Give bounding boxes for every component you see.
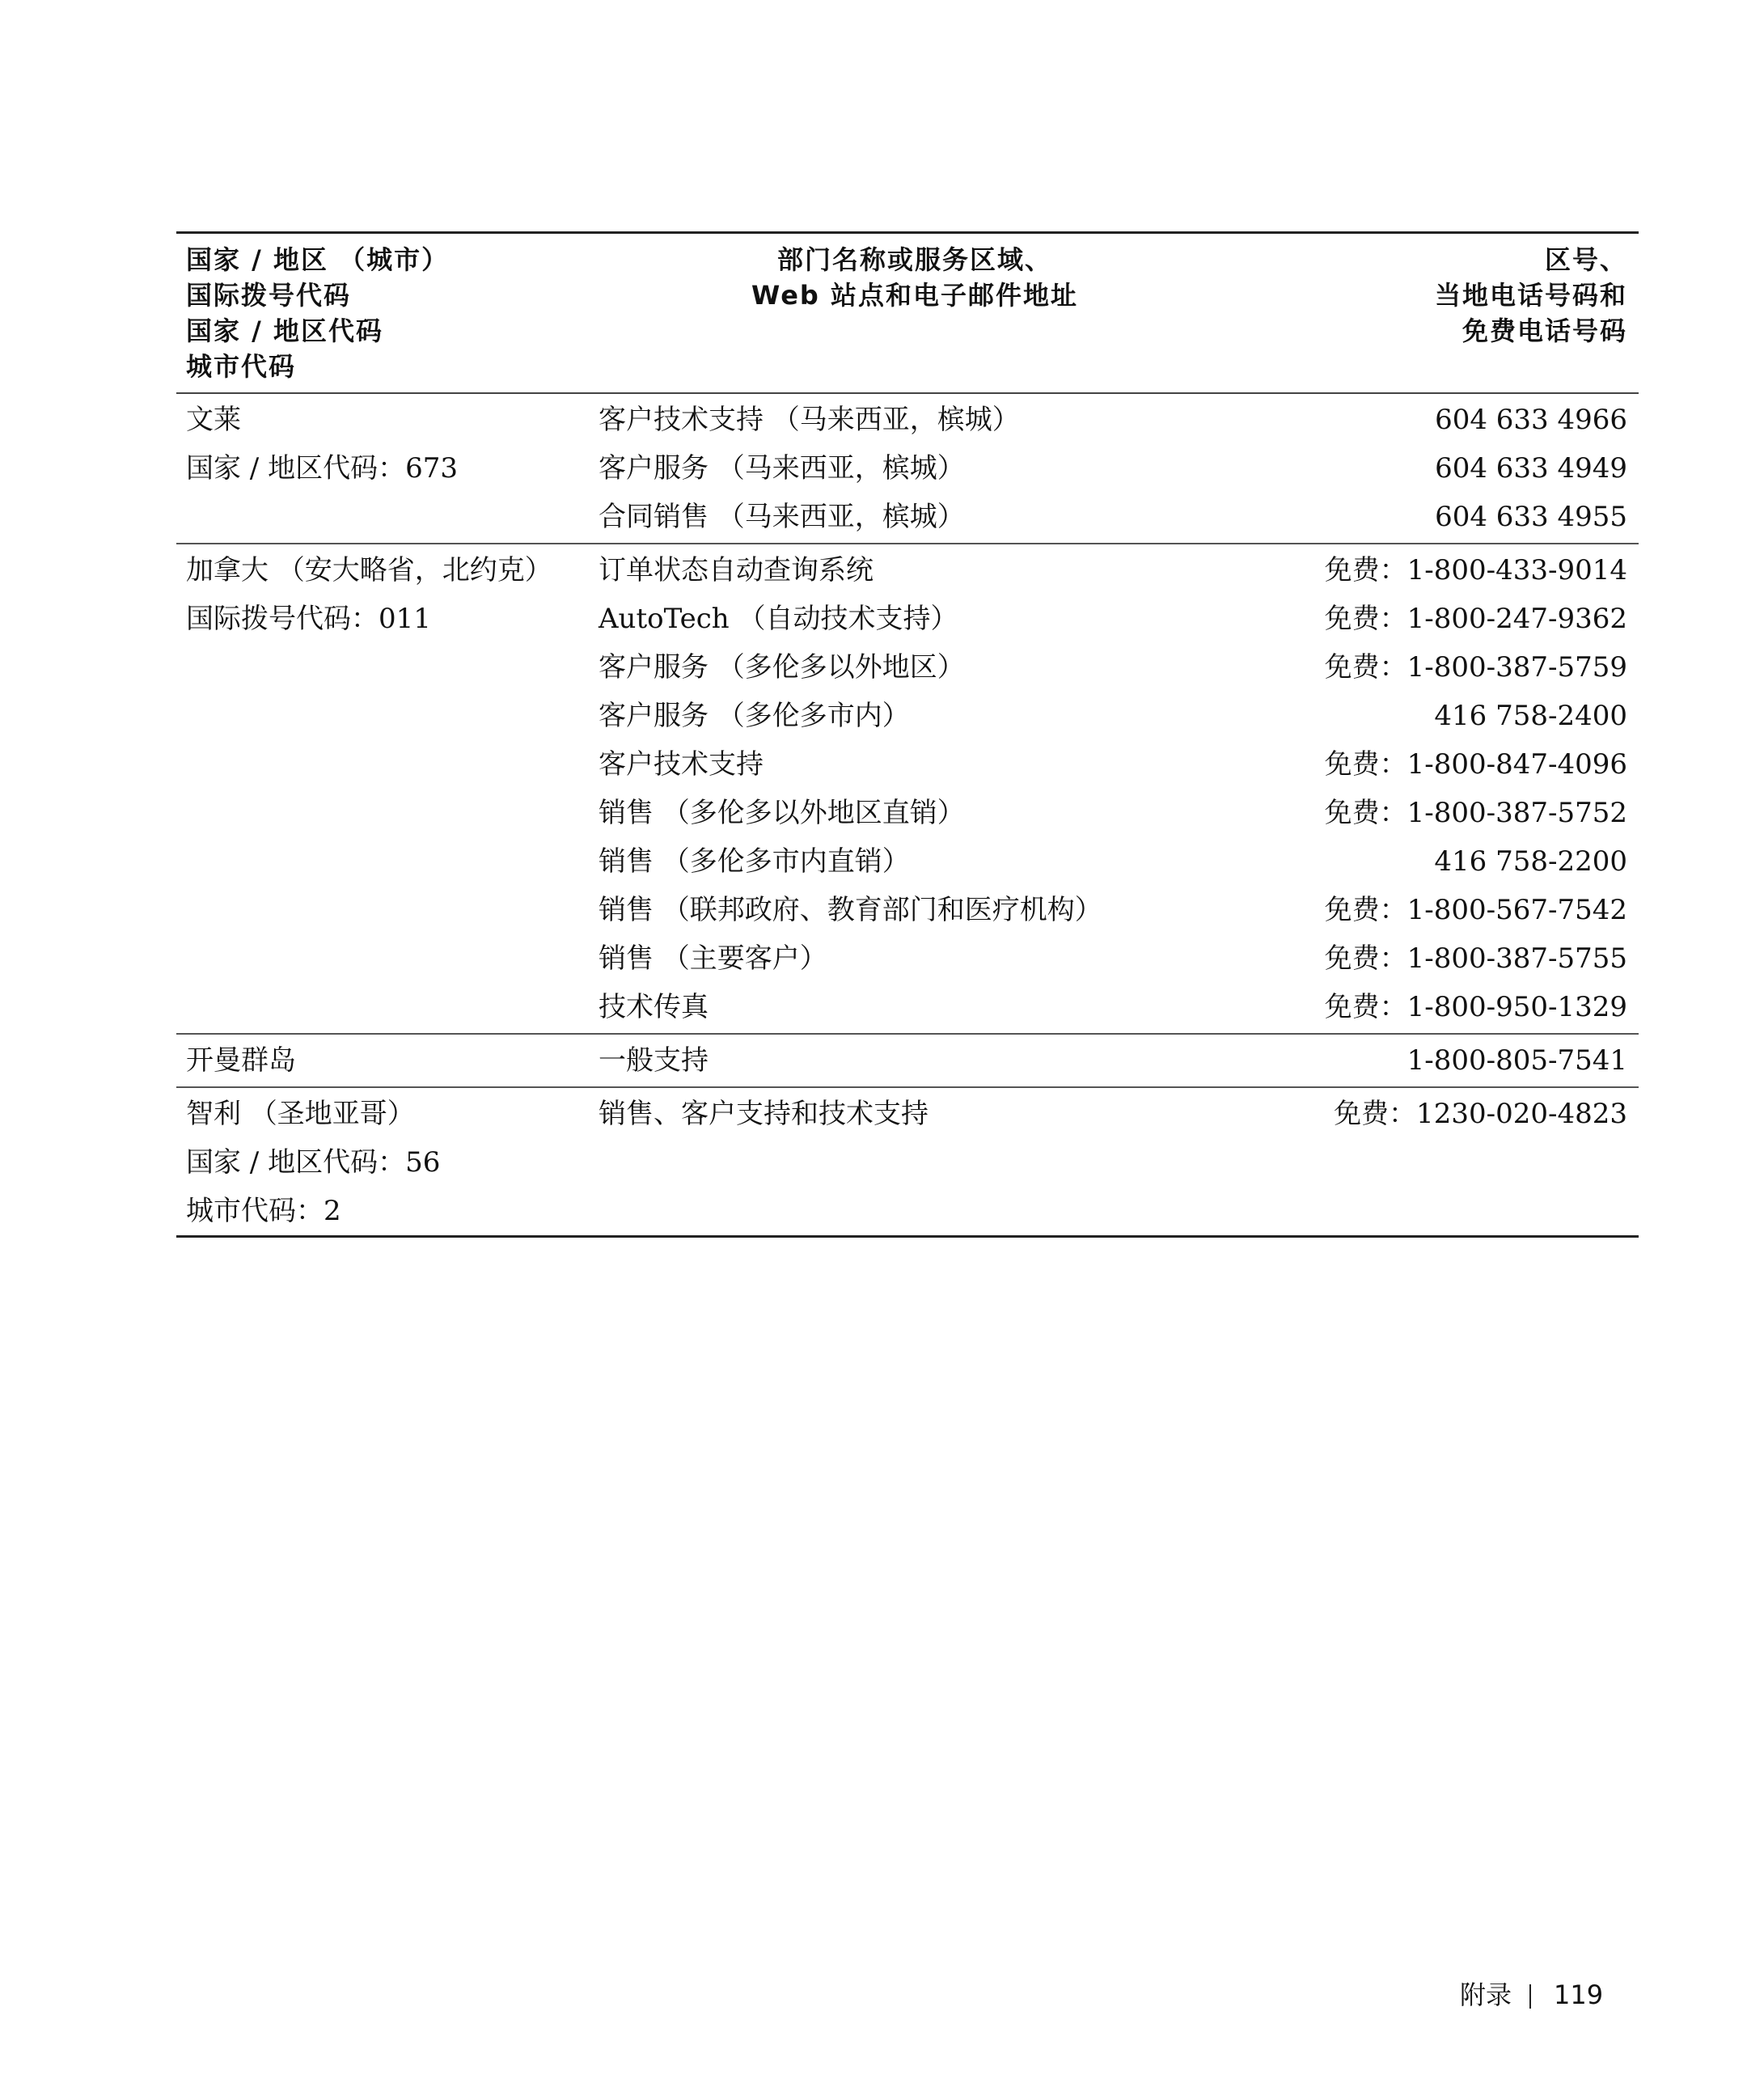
country-cell [176, 493, 589, 544]
phone-cell: 免费：1-800-247-9362 [1324, 603, 1627, 635]
country-cell [176, 934, 589, 983]
country-cell [176, 789, 589, 837]
phone-cell: 免费：1230-020-4823 [1334, 1098, 1627, 1130]
phone-cell: 416 758-2200 [1434, 845, 1627, 878]
table-row [176, 789, 1639, 837]
service-cell [589, 1187, 1242, 1237]
phone-cell: 免费：1-800-567-7542 [1324, 894, 1627, 926]
table-row [176, 740, 1639, 789]
phone-cell: 604 633 4949 [1435, 452, 1627, 485]
header-line: 区号、 [1544, 244, 1627, 275]
header-line: 国家 / 地区代码 [186, 315, 383, 346]
header-line: 国际拨号代码 [186, 280, 352, 311]
country-cell [176, 643, 589, 692]
table-row [176, 983, 1639, 1034]
service-cell: 订单状态自动查询系统 [599, 554, 874, 586]
service-cell: 客户服务 （多伦多以外地区） [599, 651, 965, 684]
service-cell: 销售 （主要客户） [599, 942, 827, 975]
table-row [176, 444, 1639, 493]
phone-cell: 免费：1-800-387-5759 [1324, 651, 1627, 684]
header-country-column [176, 233, 589, 394]
service-cell: 销售 （多伦多市内直销） [599, 845, 910, 878]
header-line: 城市代码 [186, 351, 297, 382]
header-line: 国家 / 地区 （城市） [186, 244, 450, 275]
phone-cell [1242, 1138, 1639, 1187]
header-service-column [589, 233, 1242, 394]
phone-cell: 1-800-805-7541 [1242, 1034, 1639, 1087]
page-footer [1460, 1977, 1603, 2013]
service-cell: 客户服务 （马来西亚，槟城） [599, 452, 965, 485]
country-cell [176, 886, 589, 934]
contact-table [176, 231, 1639, 1238]
table-row [176, 643, 1639, 692]
table-row [176, 837, 1639, 886]
service-cell: AutoTech （自动技术支持） [599, 603, 958, 635]
country-cell [176, 692, 589, 740]
phone-cell: 416 758-2400 [1434, 700, 1627, 732]
header-line: 当地电话号码和 [1434, 280, 1627, 311]
service-cell: 销售、客户支持和技术支持 [599, 1098, 928, 1130]
service-cell: 技术传真 [589, 983, 1242, 1034]
phone-cell: 604 633 4966 [1435, 404, 1627, 436]
footer-separator [1529, 1984, 1531, 2009]
table-header [176, 233, 1639, 394]
service-cell: 合同销售 （马来西亚，槟城） [589, 493, 1242, 544]
country-cell: 国家 / 地区代码：673 [186, 452, 458, 485]
table-row [176, 692, 1639, 740]
header-line: Web 站点和电子邮件地址 [751, 280, 1078, 311]
phone-cell: 604 633 4955 [1242, 493, 1639, 544]
service-cell: 客户技术支持 （马来西亚，槟城） [599, 404, 1020, 436]
phone-cell: 免费：1-800-847-4096 [1324, 748, 1627, 781]
table-body [176, 393, 1639, 1237]
service-cell [589, 1138, 1242, 1187]
footer-section-label: 附录 [1460, 1979, 1512, 2010]
table-row [176, 393, 1639, 444]
table-row [176, 1138, 1639, 1187]
country-cell: 智利 （圣地亚哥） [186, 1098, 415, 1130]
country-cell: 文莱 [186, 404, 241, 436]
header-phone-column [1242, 233, 1639, 394]
country-cell: 开曼群岛 [176, 1034, 589, 1087]
service-cell: 销售 （联邦政府、教育部门和医疗机构） [599, 894, 1102, 926]
header-line: 部门名称或服务区域、 [776, 244, 1052, 275]
table-row [176, 1187, 1639, 1237]
table-row [176, 595, 1639, 643]
country-cell: 国际拨号代码：011 [186, 603, 431, 635]
service-cell: 客户技术支持 [599, 748, 764, 781]
country-cell: 加拿大 （安大略省，北约克） [186, 554, 552, 586]
phone-cell: 免费：1-800-950-1329 [1242, 983, 1639, 1034]
table-row [176, 1034, 1639, 1087]
service-cell: 一般支持 [589, 1034, 1242, 1087]
table-row [176, 544, 1639, 595]
country-cell [176, 837, 589, 886]
table-row [176, 493, 1639, 544]
page-number: 119 [1554, 1979, 1604, 2010]
phone-cell: 免费：1-800-433-9014 [1324, 554, 1627, 586]
service-cell: 客户服务 （多伦多市内） [599, 700, 910, 732]
service-cell: 销售 （多伦多以外地区直销） [599, 797, 965, 829]
table-row [176, 886, 1639, 934]
table-row [176, 1087, 1639, 1138]
phone-cell: 免费：1-800-387-5755 [1324, 942, 1627, 975]
table-row [176, 934, 1639, 983]
country-cell: 城市代码：2 [176, 1187, 589, 1237]
phone-cell: 免费：1-800-387-5752 [1324, 797, 1627, 829]
contact-table-page [176, 231, 1639, 1238]
phone-cell [1242, 1187, 1639, 1237]
country-cell [176, 983, 589, 1034]
country-cell [176, 740, 589, 789]
header-line: 免费电话号码 [1461, 315, 1627, 346]
country-cell: 国家 / 地区代码：56 [186, 1146, 441, 1179]
